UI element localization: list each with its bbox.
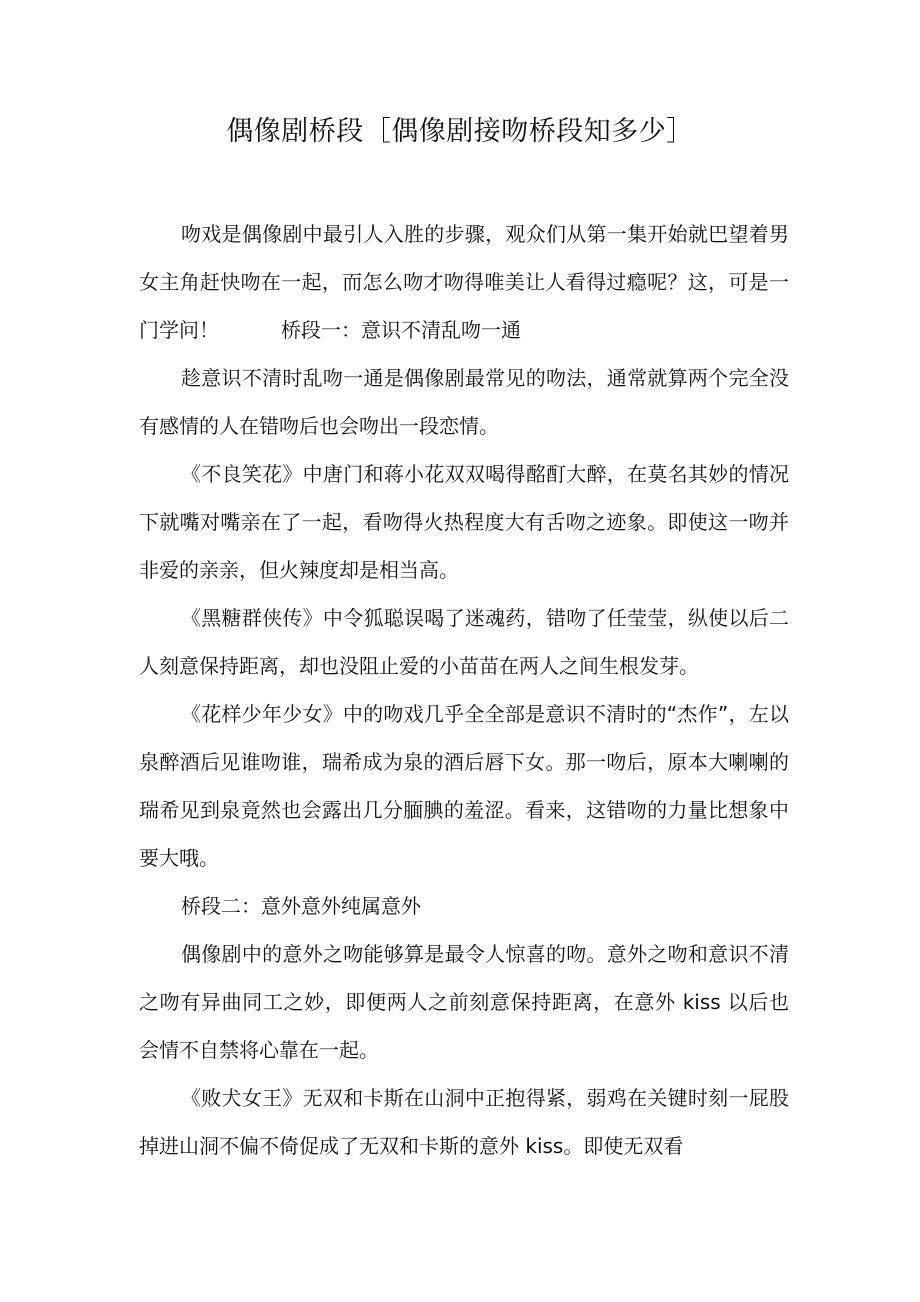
paragraph: 《不良笑花》中唐门和蒋小花双双喝得酩酊大醉，在莫名其妙的情况下就嘴对嘴亲在了一起，看吻得火热程度大有舌吻之迹象。即使这一吻并非爱的亲亲，但火辣度却是相当高。 xyxy=(139,462,789,582)
paragraph: 《花样少年少女》中的吻戏几乎全全部是意识不清时的“杰作”，左以泉醉酒后见谁吻谁，瑞希成为泉的酒后唇下女。那一吻后，原本大喇喇的瑞希见到泉竟然也会露出几分腼腆的羞涩。看来，这错吻的力量比想象中要大哦。 xyxy=(139,702,789,870)
intro-paragraph xyxy=(139,210,789,354)
section-heading-1: 桥段一：意识不清乱吻一通 xyxy=(281,318,521,342)
paragraph: 偶像剧中的意外之吻能够算是最令人惊喜的吻。意外之吻和意识不清之吻有异曲同工之妙，即便两人之前刻意保持距离，在意外 kiss 以后也会情不自禁将心靠在一起。 xyxy=(139,942,789,1062)
section-heading-2: 桥段二：意外意外纯属意外 xyxy=(181,894,421,918)
intro-text: 吻戏是偶像剧中最引人入胜的步骤，观众们从第一集开始就巴望着男女主角赶快吻在一起，而怎么吻才吻得唯美让人看得过瘾呢？这，可是一门学问！ xyxy=(139,222,789,342)
paragraph: 《败犬女王》无双和卡斯在山洞中正抱得紧，弱鸡在关键时刻一屁股掉进山洞不偏不倚促成了无双和卡斯的意外 kiss。即使无双看 xyxy=(139,1086,789,1158)
page-title: 偶像剧桥段［偶像剧接吻桥段知多少］ xyxy=(226,116,694,147)
paragraph: 趁意识不清时乱吻一通是偶像剧最常见的吻法，通常就算两个完全没有感情的人在错吻后也会吻出一段恋情。 xyxy=(139,366,789,438)
article-body xyxy=(139,210,789,1170)
paragraph: 《黑糖群侠传》中令狐聪误喝了迷魂药，错吻了任莹莹，纵使以后二人刻意保持距离，却也没阻止爱的小苗苗在两人之间生根发芽。 xyxy=(139,606,789,678)
